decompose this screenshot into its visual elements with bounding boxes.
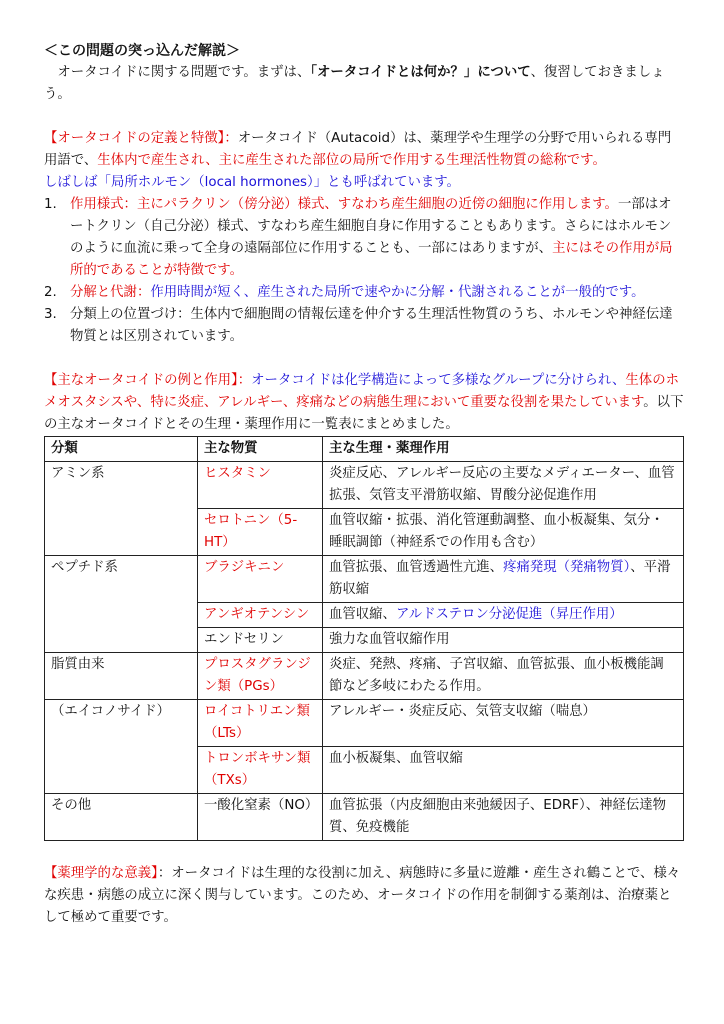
cell-action [323,556,684,603]
cell-action: 血管拡張（内皮細胞由来弛緩因子、EDRF）、神経伝達物質、免疫機能 [323,794,684,841]
table-row [45,653,684,700]
examples-text-3: 。以下の主なオータコイドとその生理・薬理作用に一覧表にまとめました。 [44,395,684,432]
header-substance: 主な物質 [198,437,323,462]
list-number: 2. [44,285,57,300]
definition-paragraph [44,128,684,194]
header-action: 主な生理・薬理作用 [323,437,684,462]
action-text-c: 、平滑筋収縮 [329,560,671,597]
cell-action: 血小板凝集、血管収縮 [323,747,684,794]
cell-action: 炎症、発熱、疼痛、子宮収縮、血管拡張、血小板機能調節など多岐にわたる作用。 [323,653,684,700]
cell-category [45,509,198,556]
cell-substance: セロトニン（5-HT） [198,509,323,556]
list-item [44,304,684,348]
autacoid-table [44,436,684,841]
point-text-2: 一部はオートクリン（自己分泌）様式、すなわち産生細胞自身に作用することもあります。さらにはホルモンのように血流に乗って全身の遠隔部位に作用することも、一部にはありますが、 [70,197,672,256]
table-row [45,556,684,603]
table-row [45,794,684,841]
document-page [44,40,684,929]
definition-text-3: しばしば「局所ホルモン（local hormones）」とも呼ばれています。 [44,175,460,190]
action-text-b: アルドステロン分泌促進（昇圧作用） [395,607,623,622]
definition-text-2: 生体内で産生され、主に産生された部位の局所で作用する生理活性物質の総称です。 [97,153,606,168]
table-row [45,747,684,794]
table-row [45,603,684,628]
cell-substance: トロンボキサン類（TXs） [198,747,323,794]
cell-category [45,747,198,794]
cell-substance: プロスタグランジン類（PGs） [198,653,323,700]
examples-text-1: オータコイドは化学構造によって多様なグループに分けられ、 [251,373,626,388]
page-heading: ＜この問題の突っ込んだ解説＞ [44,43,240,59]
cell-category: （エイコノサイド） [45,700,198,747]
point-label: 作用様式： [70,197,137,212]
table-row [45,509,684,556]
intro-text-b: 「オータコイドとは何か？」について [310,65,531,80]
action-text-b: 疼痛発現（発痛物質） [503,560,631,575]
cell-action: 強力な血管収縮作用 [323,628,684,653]
action-text-a: 血管拡張、血管透過性亢進、 [329,560,504,575]
cell-category: その他 [45,794,198,841]
point-label: 分解と代謝： [70,285,151,300]
examples-text-2: 生体のホメオスタシスや、特に炎症、アレルギー、疼痛などの病態生理において重要な役割を果たしています [44,373,679,410]
significance-text: ：オータコイドは生理的な役割に加え、病態時に多量に遊離・産生され鶴ことで、様々な疾患・病態の成立に深く関与しています。このため、オータコイドの作用を制御する薬剤は、治療薬として極めて重要です。 [44,866,681,925]
cell-substance: ロイコトリエン類（LTs） [198,700,323,747]
header-category: 分類 [45,437,198,462]
point-text-1: 主にパラクリン（傍分泌）様式、すなわち産生細胞の近傍の細胞に作用します。 [136,197,618,212]
cell-substance: ヒスタミン [198,462,323,509]
cell-category: 脂質由来 [45,653,198,700]
table-row [45,628,684,653]
point-text-3: 主にはその作用が局所的であることが特徴です。 [70,241,673,278]
cell-substance: エンドセリン [198,628,323,653]
feature-list [44,194,684,348]
point-text-1: 作用時間が短く、産生された局所で速やかに分解・代謝されることが一般的です。 [150,285,645,300]
cell-category [45,628,198,653]
action-text-a: 血管収縮、 [329,607,396,622]
intro-paragraph [44,62,684,106]
examples-paragraph [44,370,684,436]
cell-category [45,603,198,628]
cell-action [323,603,684,628]
point-label: 分類上の位置づけ： [70,307,191,322]
list-number: 3. [44,307,57,322]
cell-action: 炎症反応、アレルギー反応の主要なメディエーター、血管拡張、気管支平滑筋収縮、胃酸分泌促進作用 [323,462,684,509]
point-text-1: 生体内で細胞間の情報伝達を仲介する生理活性物質のうち、ホルモンや神経伝達物質とは区別されています。 [70,307,673,344]
definition-label: 【オータコイドの定義と特徴】： [44,131,238,146]
intro-text-a: オータコイドに関する問題です。まずは、 [57,65,311,80]
cell-category: アミン系 [45,462,198,509]
significance-paragraph [44,863,684,929]
table-header-row [45,437,684,462]
cell-category: ペプチド系 [45,556,198,603]
cell-substance: ブラジキニン [198,556,323,603]
significance-label: 【薬理学的な意義】 [44,866,158,881]
cell-substance: アンギオテンシン [198,603,323,628]
cell-action: 血管収縮・拡張、消化管運動調整、血小板凝集、気分・睡眠調節（神経系での作用も含む） [323,509,684,556]
table-row [45,462,684,509]
definition-text-1: オータコイド（Autacoid）は、薬理学や生理学の分野で用いられる専門用語で、 [44,131,672,168]
examples-label: 【主なオータコイドの例と作用】： [44,373,252,388]
intro-text-c: 、復習しておきましょう。 [44,65,665,102]
list-item [44,282,684,304]
cell-action: アレルギー・炎症反応、気管支収縮（喘息） [323,700,684,747]
list-number: 1. [44,197,57,212]
list-item [44,194,684,282]
cell-substance: 一酸化窒素（NO） [198,794,323,841]
table-row [45,700,684,747]
